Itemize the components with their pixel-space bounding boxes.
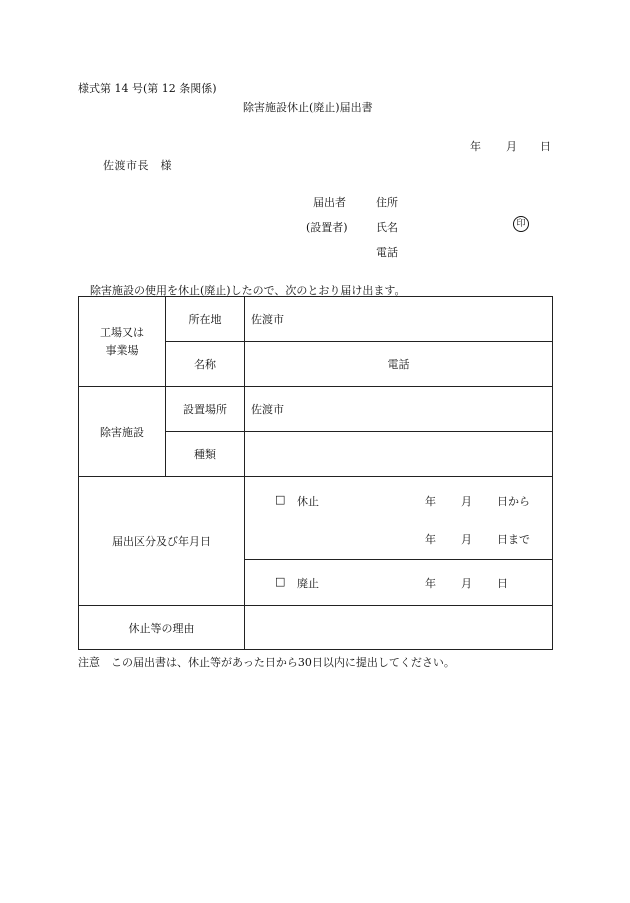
addressee: 佐渡市長 様 [103, 159, 172, 172]
suspend-from-year: 年 [425, 495, 436, 508]
abolish-checkbox[interactable]: □ [275, 575, 286, 588]
date-month-label: 月 [506, 140, 517, 153]
name-label: 氏名 [376, 221, 398, 234]
suspend-from-month: 月 [461, 495, 472, 508]
suspend-until-year: 年 [425, 533, 436, 546]
abolish-label: 廃止 [297, 577, 319, 590]
note-text: 注意 この届出書は、休止等があった日から30日以内に提出してください。 [78, 656, 455, 669]
suspend-checkbox[interactable]: □ [275, 493, 286, 506]
abolish-month: 月 [461, 577, 472, 590]
type-value [245, 432, 553, 477]
factory-phone-label: 電話 [245, 342, 553, 387]
abolish-day: 日 [497, 577, 508, 590]
factory-heading [79, 297, 166, 387]
filer-sub-label: (設置者) [306, 221, 348, 234]
suspend-from-suffix: 日から [497, 495, 530, 508]
filer-label: 届出者 [313, 196, 346, 209]
factory-heading-line2: 事業場 [105, 343, 139, 357]
table-row [79, 477, 553, 560]
phone-label: 電話 [376, 246, 398, 259]
abolish-year: 年 [425, 577, 436, 590]
table-row [79, 606, 553, 650]
place-value: 佐渡市 [245, 387, 553, 432]
suspend-cell [245, 477, 553, 560]
form-number: 様式第 14 号(第 12 条関係) [78, 82, 217, 95]
suspend-until-month: 月 [461, 533, 472, 546]
table-row [79, 387, 553, 432]
facility-heading: 除害施設 [79, 387, 166, 477]
intro-text: 除害施設の使用を休止(廃止)したので、次のとおり届け出ます。 [90, 284, 406, 297]
suspend-until-suffix: 日まで [497, 533, 530, 546]
factory-heading-line1: 工場又は [100, 325, 144, 339]
table-row [79, 297, 553, 342]
factory-name-label: 名称 [166, 342, 245, 387]
suspend-label: 休止 [297, 495, 319, 508]
date-day-label: 日 [540, 140, 551, 153]
location-label: 所在地 [166, 297, 245, 342]
seal-mark: 印 [513, 216, 529, 232]
place-label: 設置場所 [166, 387, 245, 432]
location-value: 佐渡市 [245, 297, 553, 342]
document-title: 除害施設休止(廃止)届出書 [243, 101, 373, 114]
reason-value [245, 606, 553, 650]
address-label: 住所 [376, 196, 398, 209]
notification-table [78, 296, 553, 650]
date-year-label: 年 [470, 140, 481, 153]
type-label: 種類 [166, 432, 245, 477]
reason-heading: 休止等の理由 [79, 606, 245, 650]
period-heading: 届出区分及び年月日 [79, 477, 245, 606]
abolish-cell [245, 560, 553, 606]
